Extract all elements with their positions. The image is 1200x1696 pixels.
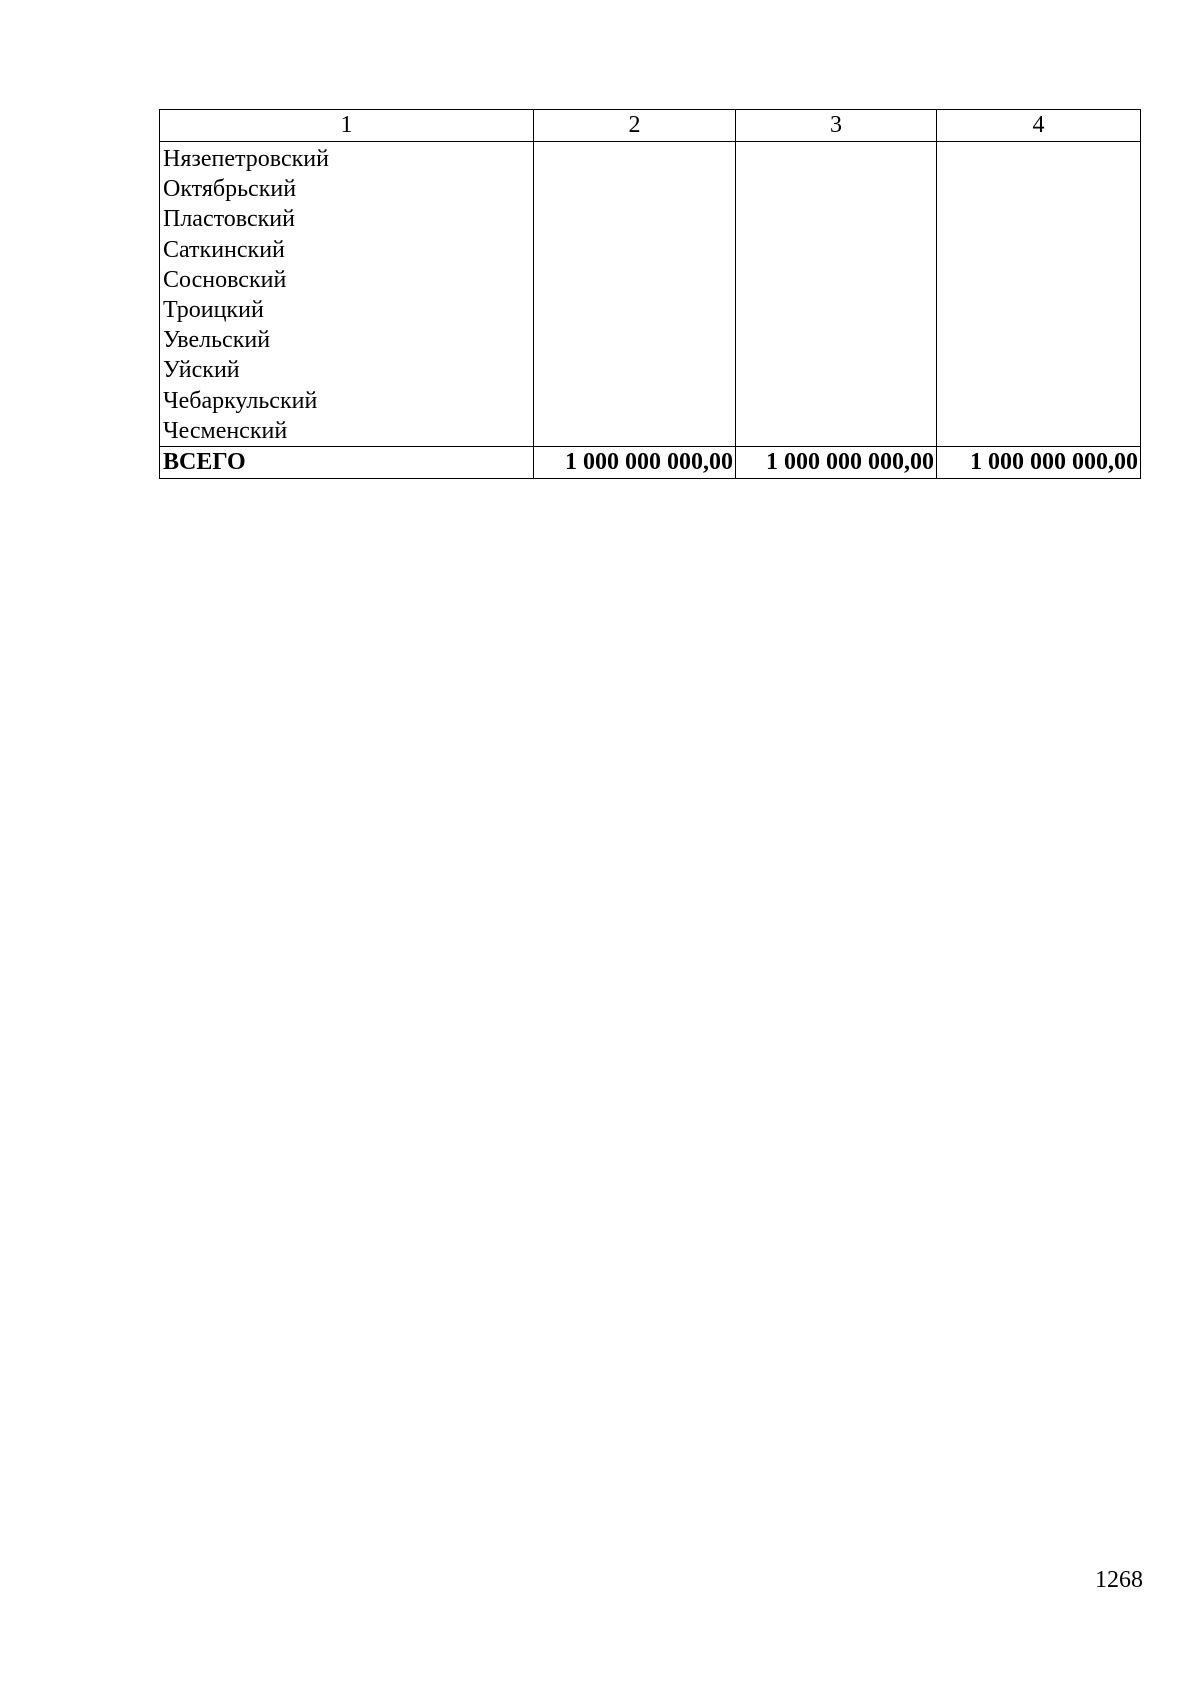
table-cell: [534, 355, 736, 385]
total-value-col2: 1 000 000 000,00: [534, 446, 736, 478]
table-cell: [937, 235, 1141, 265]
table-row: [160, 204, 1141, 234]
total-value-col3: 1 000 000 000,00: [736, 446, 937, 478]
table-cell: [736, 295, 937, 325]
district-name: Октябрьский: [160, 174, 534, 204]
district-name: Сосновский: [160, 265, 534, 295]
table-row: [160, 265, 1141, 295]
table-cell: [534, 416, 736, 447]
column-header-2: 2: [534, 110, 736, 142]
district-name: Пластовский: [160, 204, 534, 234]
total-label: ВСЕГО: [160, 446, 534, 478]
table-cell: [736, 235, 937, 265]
column-number-row: [160, 110, 1141, 142]
table-row: [160, 355, 1141, 385]
table-cell: [937, 204, 1141, 234]
table-cell: [937, 355, 1141, 385]
table-cell: [937, 295, 1141, 325]
budget-table: [159, 109, 1141, 479]
table-row: [160, 416, 1141, 447]
table-cell: [736, 416, 937, 447]
table-cell: [937, 325, 1141, 355]
table-cell: [736, 174, 937, 204]
district-name: Троицкий: [160, 295, 534, 325]
table-cell: [736, 142, 937, 175]
table-cell: [736, 204, 937, 234]
table-cell: [534, 295, 736, 325]
page-number: 1268: [1095, 1567, 1143, 1593]
table-row: [160, 142, 1141, 175]
district-name: Чебаркульский: [160, 386, 534, 416]
total-row: [160, 446, 1141, 478]
district-name: Чесменский: [160, 416, 534, 447]
table-cell: [534, 235, 736, 265]
table-cell: [736, 325, 937, 355]
district-name: Нязепетровский: [160, 142, 534, 175]
table-cell: [534, 265, 736, 295]
table-row: [160, 386, 1141, 416]
table-cell: [937, 142, 1141, 175]
table-cell: [937, 265, 1141, 295]
column-header-4: 4: [937, 110, 1141, 142]
table-row: [160, 174, 1141, 204]
table-cell: [534, 325, 736, 355]
table-cell: [534, 386, 736, 416]
district-name: Уйский: [160, 355, 534, 385]
column-header-1: 1: [160, 110, 534, 142]
table-cell: [534, 174, 736, 204]
table-cell: [736, 386, 937, 416]
table-cell: [937, 174, 1141, 204]
table-row: [160, 325, 1141, 355]
table-cell: [736, 355, 937, 385]
table-cell: [534, 204, 736, 234]
table-row: [160, 235, 1141, 265]
table-cell: [937, 386, 1141, 416]
table-cell: [736, 265, 937, 295]
table-cell: [534, 142, 736, 175]
table-cell: [937, 416, 1141, 447]
total-value-col4: 1 000 000 000,00: [937, 446, 1141, 478]
table-row: [160, 295, 1141, 325]
column-header-3: 3: [736, 110, 937, 142]
district-name: Саткинский: [160, 235, 534, 265]
district-name: Увельский: [160, 325, 534, 355]
